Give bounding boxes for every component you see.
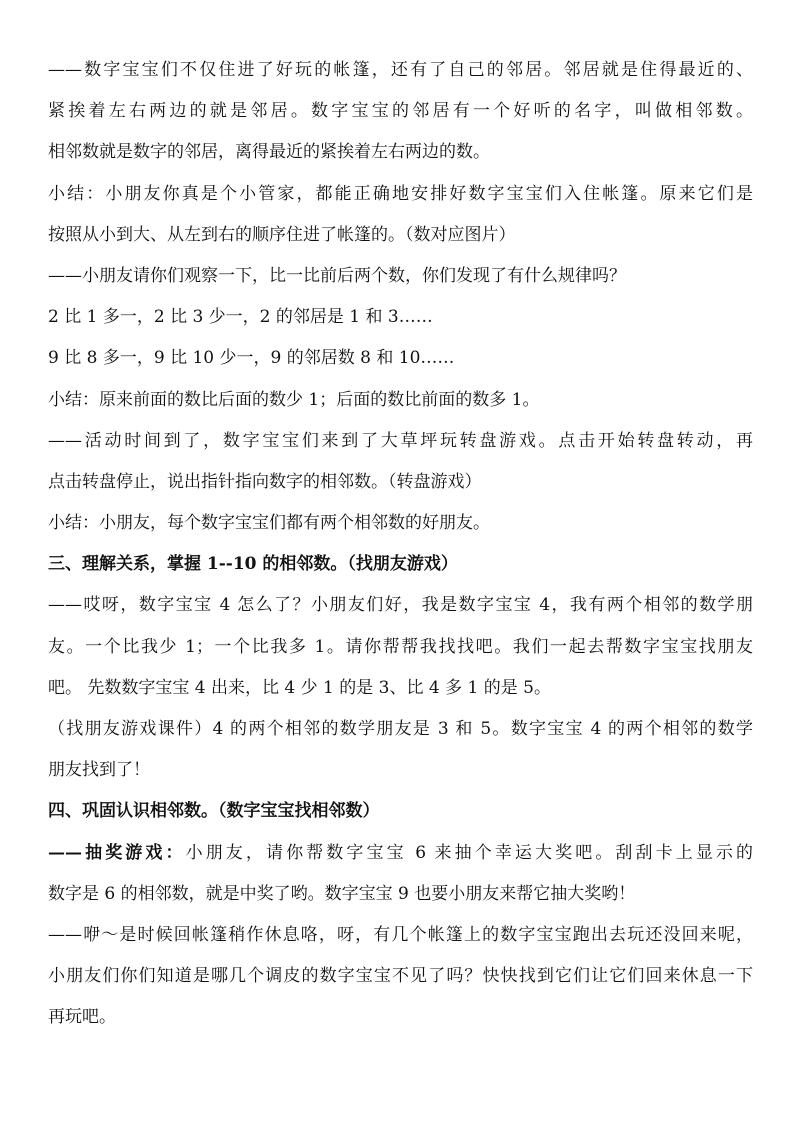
text-line: 2 比 1 多一，2 比 3 少一，2 的邻居是 1 和 3……	[48, 307, 433, 328]
heading-text: 三、理解关系，掌握 1--10 的相邻数。（找朋友游戏）	[48, 554, 458, 575]
text-line: （找朋友游戏课件）4 的两个相邻的数学朋友是 3 和 5。数字宝宝 4 的两个相邻的数学	[48, 719, 753, 739]
text-line	[48, 833, 753, 874]
text-line: 9 比 8 多一，9 比 10 少一，9 的邻居数 8 和 10……	[48, 348, 455, 369]
paragraph-summary-tents	[48, 174, 753, 256]
paragraph-spinner-game	[48, 421, 753, 503]
text-line: ——咿～是时候回帐篷稍作休息咯，呀，有几个帐篷上的数字宝宝跑出去玩还没回来呢，	[48, 924, 753, 945]
paragraph-rest-tents	[48, 915, 753, 1039]
paragraph-lottery-game	[48, 833, 753, 915]
text-line: 按照从小到大、从左到右的顺序住进了帐篷的。（数对应图片）	[48, 224, 516, 245]
section-heading-4	[48, 791, 753, 832]
paragraph-find-friends-result	[48, 709, 753, 791]
text-line: 友。一个比我少 1；一个比我多 1。请你帮帮我找找吧。我们一起去帮数字宝宝找朋友	[48, 636, 753, 657]
paragraph-summary-friends	[48, 503, 753, 544]
paragraph-example-2	[48, 297, 753, 338]
text-line: 吧。 先数数字宝宝 4 出来，比 4 少 1 的是 3、比 4 多 1 的是 5。	[48, 677, 551, 698]
document-page	[48, 50, 753, 1039]
heading-text: 四、巩固认识相邻数。（数字宝宝找相邻数）	[48, 801, 380, 822]
text-line: ——活动时间到了，数字宝宝们来到了大草坪玩转盘游戏。点击开始转盘转动，再	[48, 430, 753, 451]
paragraph-summary-rule	[48, 380, 753, 421]
text-line: 小结：原来前面的数比后面的数少 1；后面的数比前面的数多 1。	[48, 389, 540, 410]
section-heading-3	[48, 544, 753, 585]
paragraph-neighbors-intro	[48, 50, 753, 174]
text-line: ——小朋友请你们观察一下，比一比前后两个数，你们发现了有什么规律吗？	[48, 265, 626, 286]
text-line: 紧挨着左右两边的就是邻居。数字宝宝的邻居有一个好听的名字，叫做相邻数。	[48, 101, 753, 122]
text-line: ——哎呀，数字宝宝 4 怎么了？小朋友们好，我是数字宝宝 4，我有两个相邻的数学朋	[48, 595, 753, 616]
text-line: 朋友找到了！	[48, 760, 150, 781]
paragraph-number-4	[48, 585, 753, 709]
text-line: 再玩吧。	[48, 1007, 116, 1028]
text-line: ——数字宝宝们不仅住进了好玩的帐篷，还有了自己的邻居。邻居就是住得最近的、	[48, 60, 753, 80]
text-line: 小朋友们你们知道是哪几个调皮的数字宝宝不见了吗？快快找到它们让它们回来休息一下	[48, 966, 753, 987]
paragraph-example-9	[48, 338, 753, 379]
lottery-game-lead: ——抽奖游戏：	[48, 842, 186, 863]
text-line: 小结：小朋友，每个数字宝宝们都有两个相邻数的好朋友。	[48, 513, 490, 534]
text-line: 小结：小朋友你真是个小管家，都能正确地安排好数字宝宝们入住帐篷。原来它们是	[48, 183, 753, 204]
paragraph-observe-question	[48, 256, 753, 297]
lottery-game-text: 小朋友，请你帮数字宝宝 6 来抽个幸运大奖吧。刮刮卡上显示的	[185, 842, 753, 863]
text-line: 点击转盘停止，说出指针指向数字的相邻数。（转盘游戏）	[48, 471, 482, 492]
text-line: 数字是 6 的相邻数，就是中奖了哟。数字宝宝 9 也要小朋友来帮它抽大奖哟！	[48, 883, 636, 904]
text-line: 相邻数就是数字的邻居，离得最近的紧挨着左右两边的数。	[48, 142, 490, 163]
